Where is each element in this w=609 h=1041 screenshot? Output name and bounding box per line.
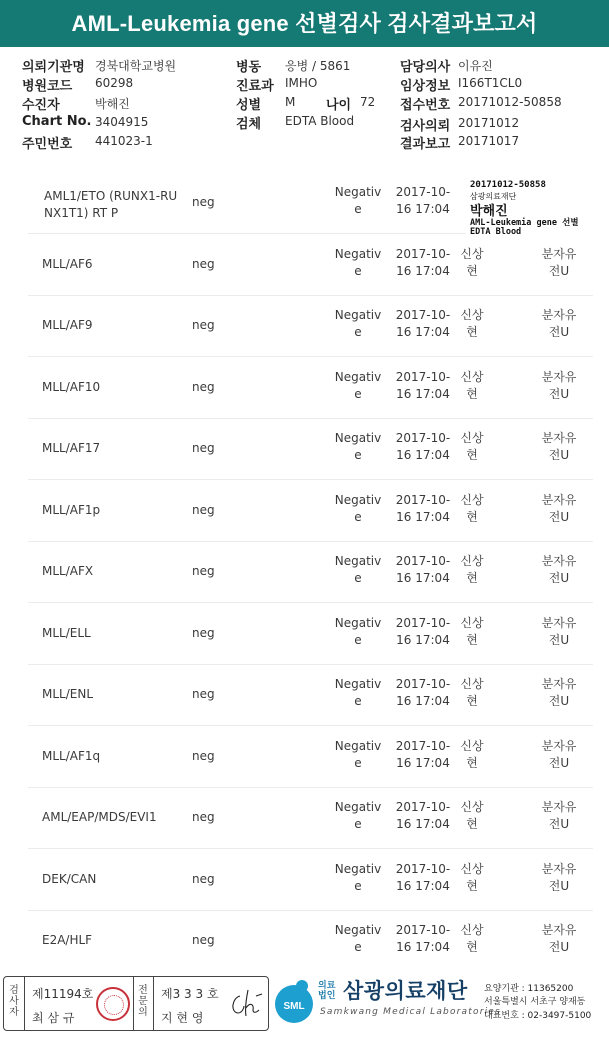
- left-value-0: 경북대학교병원: [95, 59, 177, 73]
- specialist-label: 전문의: [138, 985, 148, 1018]
- result-datetime: 2017-10- 16 17:04: [395, 861, 451, 893]
- result-row: [28, 541, 593, 603]
- age-label: 나이: [326, 98, 352, 113]
- left-label-2: 수진자: [22, 98, 60, 114]
- result-row: [28, 726, 593, 788]
- department: 분자유 전U: [541, 308, 577, 339]
- org-phone: 대표번호 : 02-3497-5100: [484, 1011, 592, 1021]
- right-value-1: I166T1CL0: [458, 76, 523, 90]
- test-name: MLL/ELL: [42, 625, 91, 640]
- right-label-1: 임상정보: [400, 79, 451, 94]
- department: 분자유 전U: [541, 369, 577, 401]
- result-datetime: 2017-10- 16 17:04: [395, 431, 451, 462]
- test-name: MLL/AF1p: [42, 502, 101, 517]
- specialist-name: 지 현 영: [161, 1011, 204, 1025]
- result-value: neg: [192, 502, 215, 517]
- department: 분자유 전U: [541, 492, 577, 524]
- left-label-0: 의뢰기관명: [22, 60, 85, 75]
- report-footer: [0, 971, 609, 1041]
- test-name: MLL/AF9: [42, 318, 93, 332]
- department: 분자유 전U: [541, 738, 577, 770]
- test-name: MLL/AF17: [42, 441, 101, 455]
- result-row: [28, 418, 593, 480]
- test-name: MLL/AF6: [42, 256, 93, 271]
- technician: 신상 현: [460, 431, 484, 462]
- result-row: [28, 357, 593, 419]
- result-datetime: 2017-10- 16 17:04: [395, 615, 451, 647]
- result-value: neg: [192, 933, 215, 947]
- result-value: neg: [192, 748, 215, 763]
- specimen-label-sticker: [466, 180, 594, 238]
- result-value: neg: [192, 318, 215, 332]
- middle-label-1: 진료과: [236, 79, 274, 94]
- inspector-seal: [96, 987, 130, 1021]
- middle-label-3: 검체: [236, 117, 262, 132]
- middle-label-2: 성별: [236, 98, 262, 113]
- result-datetime: 2017-10- 16 17:04: [395, 369, 451, 401]
- sml-logo-text: SML: [283, 1001, 305, 1012]
- department: 분자유 전U: [541, 431, 577, 462]
- department: 분자유 전U: [541, 861, 577, 893]
- department: 분자유 전U: [541, 246, 577, 278]
- left-label-1: 병원코드: [22, 79, 73, 95]
- result-row: [28, 849, 593, 911]
- negative-text: Negativ e: [334, 246, 382, 278]
- org-name: 삼광의료재단: [343, 979, 468, 1003]
- test-name: AML1/ETO (RUNX1-RU NX1T1) RT P: [44, 189, 178, 220]
- technician: 신상 현: [460, 615, 484, 647]
- sml-logo-icon: [271, 978, 317, 1024]
- department: 분자유 전U: [541, 615, 577, 647]
- result-datetime: 2017-10- 16 17:04: [395, 492, 451, 524]
- result-datetime: 2017-10- 16 17:04: [395, 308, 451, 339]
- sticker-patient: 박해진: [470, 204, 508, 219]
- department: 분자유 전U: [541, 923, 577, 954]
- age-value: 72: [360, 95, 376, 109]
- left-value-2: 박해진: [95, 97, 130, 112]
- middle-label-0: 병동: [236, 60, 262, 75]
- org-code: 요양기관 : 11365200: [484, 984, 574, 994]
- result-value: neg: [192, 256, 215, 271]
- result-row: [28, 295, 593, 357]
- test-name: MLL/AFX: [42, 564, 94, 578]
- left-value-1: 60298: [95, 76, 134, 91]
- result-row: [28, 603, 593, 665]
- negative-text: Negativ e: [334, 185, 382, 216]
- org-type: 의료 법인: [318, 981, 336, 1001]
- sticker-test: AML-Leukemia gene 선별: [470, 218, 579, 228]
- left-value-3: 3404915: [95, 114, 149, 129]
- inspector-license: 제11194호: [32, 987, 94, 1001]
- org-english-name: Samkwang Medical Laboratories: [320, 1007, 501, 1017]
- signature-box: [3, 976, 269, 1031]
- specialist-license: 제3 3 3 호: [161, 987, 219, 1001]
- report-title: AML-Leukemia gene 선별검사 검사결과보고서: [0, 0, 609, 47]
- inspector-name: 최 삼 규: [32, 1011, 75, 1025]
- test-name: E2A/HLF: [42, 933, 93, 947]
- negative-text: Negativ e: [334, 492, 382, 524]
- result-datetime: 2017-10- 16 17:04: [395, 923, 451, 954]
- right-label-0: 담당의사: [400, 60, 451, 75]
- department: 분자유 전U: [541, 554, 577, 585]
- middle-value-2: M: [285, 95, 296, 109]
- test-name: MLL/ENL: [42, 687, 94, 701]
- negative-text: Negativ e: [334, 431, 382, 462]
- technician: 신상 현: [460, 800, 484, 831]
- technician: 신상 현: [460, 369, 484, 401]
- technician: 신상 현: [460, 923, 484, 954]
- negative-text: Negativ e: [334, 308, 382, 339]
- patient-info-header: [0, 47, 609, 165]
- negative-text: Negativ e: [334, 738, 382, 770]
- result-datetime: 2017-10- 16 17:04: [395, 185, 451, 216]
- result-datetime: 2017-10- 16 17:04: [395, 677, 451, 708]
- result-value: neg: [192, 441, 215, 455]
- negative-text: Negativ e: [334, 861, 382, 893]
- result-value: neg: [192, 871, 215, 886]
- result-row: [28, 234, 593, 296]
- result-datetime: 2017-10- 16 17:04: [395, 800, 451, 831]
- technician: 신상 현: [460, 677, 484, 708]
- negative-text: Negativ e: [334, 677, 382, 708]
- right-label-3: 검사의뢰: [400, 119, 451, 134]
- signature-icon: [226, 986, 266, 1022]
- result-row: [28, 787, 593, 849]
- department: 분자유 전U: [541, 800, 577, 831]
- result-value: neg: [192, 687, 215, 701]
- negative-text: Negativ e: [334, 615, 382, 647]
- result-value: neg: [192, 195, 215, 209]
- result-row: [28, 480, 593, 542]
- technician: 신상 현: [460, 738, 484, 770]
- negative-text: Negativ e: [334, 923, 382, 954]
- test-name: AML/EAP/MDS/EVI1: [42, 810, 157, 824]
- sticker-specimen: EDTA Blood: [470, 227, 522, 237]
- result-table: [0, 164, 609, 971]
- sticker-org: 삼광의료재단: [470, 192, 517, 201]
- org-address: 서울특별시 서초구 양재동: [484, 997, 586, 1007]
- negative-text: Negativ e: [334, 369, 382, 401]
- right-value-0: 이유진: [458, 59, 493, 73]
- right-label-4: 결과보고: [400, 137, 451, 152]
- department: 분자유 전U: [541, 677, 577, 708]
- result-row: [28, 910, 593, 972]
- result-row: [28, 664, 593, 726]
- result-datetime: 2017-10- 16 17:04: [395, 554, 451, 585]
- test-name: MLL/AF10: [42, 379, 101, 394]
- test-name: MLL/AF1q: [42, 748, 101, 763]
- result-value: neg: [192, 564, 215, 578]
- sticker-accession: 20171012-50858: [470, 180, 546, 190]
- negative-text: Negativ e: [334, 554, 382, 585]
- right-value-4: 20171017: [458, 134, 520, 148]
- technician: 신상 현: [460, 861, 484, 893]
- left-value-4: 441023-1: [95, 133, 153, 148]
- middle-value-1: IMHO: [285, 76, 318, 90]
- right-label-2: 접수번호: [400, 98, 451, 113]
- middle-value-3: EDTA Blood: [285, 114, 355, 128]
- result-datetime: 2017-10- 16 17:04: [395, 246, 451, 278]
- inspector-label: 검사자: [9, 985, 19, 1018]
- result-value: neg: [192, 625, 215, 640]
- test-name: DEK/CAN: [42, 871, 97, 886]
- technician: 신상 현: [460, 492, 484, 524]
- technician: 신상 현: [460, 308, 484, 339]
- technician: 신상 현: [460, 246, 484, 278]
- right-value-3: 20171012: [458, 116, 520, 130]
- negative-text: Negativ e: [334, 800, 382, 831]
- left-label-4: 주민번호: [22, 136, 73, 152]
- middle-value-0: 응병 / 5861: [285, 59, 351, 73]
- left-label-3: Chart No.: [22, 113, 92, 129]
- technician: 신상 현: [460, 554, 484, 585]
- result-datetime: 2017-10- 16 17:04: [395, 738, 451, 770]
- result-value: neg: [192, 810, 215, 824]
- right-value-2: 20171012-50858: [458, 95, 562, 109]
- result-value: neg: [192, 379, 215, 394]
